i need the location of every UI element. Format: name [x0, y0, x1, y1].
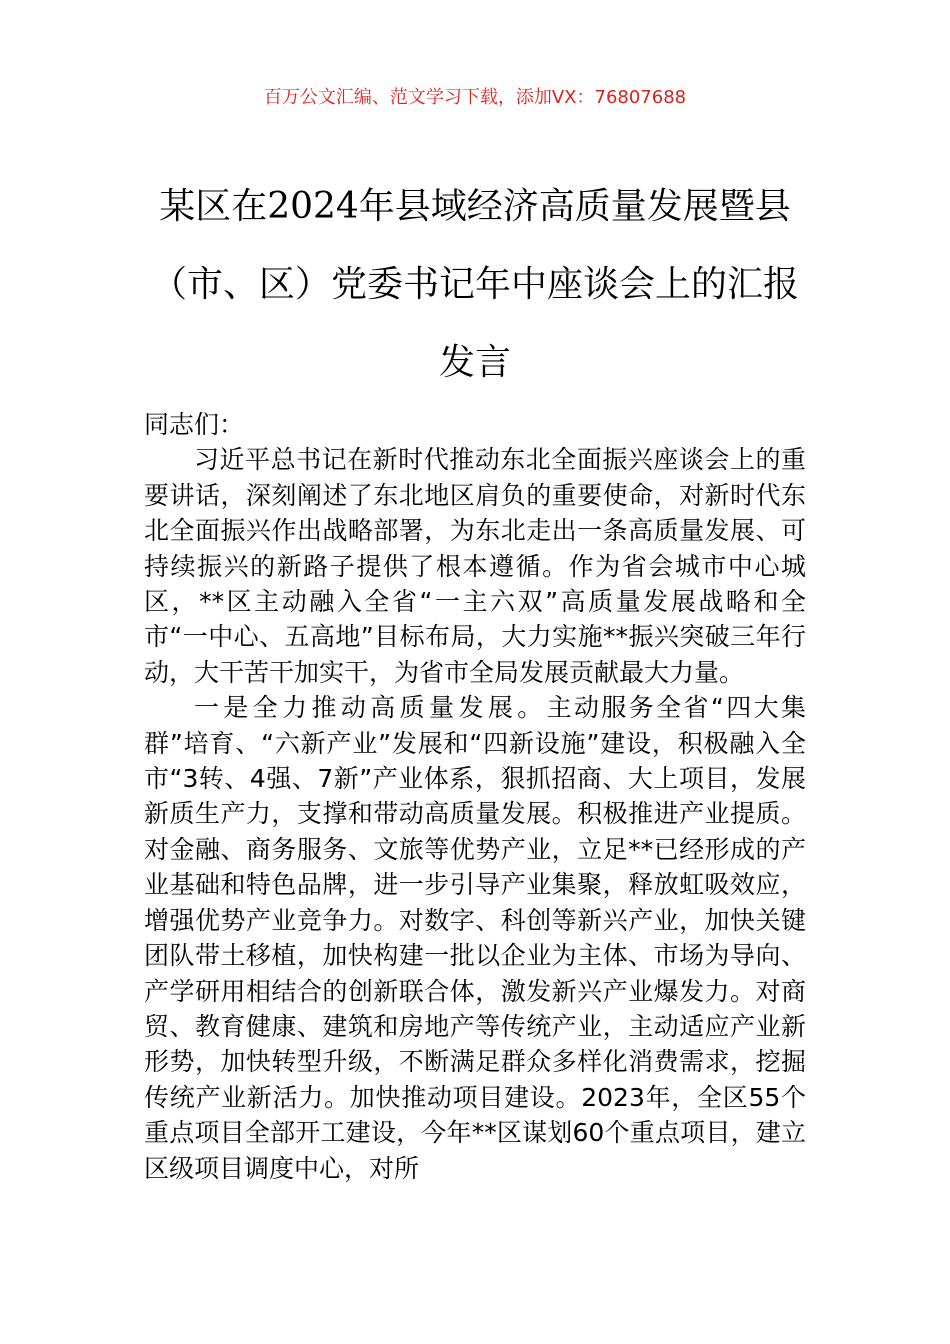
header-watermark-note: 百万公文汇编、范文学习下载，添加VX：76807688 [263, 87, 687, 108]
paragraph-2-lead: 一是全力推动高质量发展。 [194, 693, 547, 723]
paragraph-1: 习近平总书记在新时代推动东北全面振兴座谈会上的重要讲话，深刻阐述了东北地区肩负的重要使命，对新时代东北全面振兴作出战略部署，为东北走出一条高质量发展、可持续振兴的新路子提供了根本遵循。作为省会城市中心城区，**区主动融入全省“一主六双”高质量发展战略和全市“一中心、五高地”目标布局，大力实施**振兴突破三年行动，大干苦干加实干，为省市全局发展贡献最大力量。 [144, 445, 806, 687]
paragraph-2 [144, 690, 806, 1186]
document-body [144, 407, 806, 1186]
document-title: 某区在2024年县域经济高质量发展暨县（市、区）党委书记年中座谈会上的汇报发言 [150, 186, 799, 383]
paragraph-2-text: 主动服务全省“四大集群”培育、“六新产业”发展和“四新设施”建设，积极融入全市“3转、4强、7新”产业体系，狠抓招商、大上项目，发展新质生产力，支撑和带动高质量发展。积极推进产业提质。对金融、商务服务、文旅等优势产业，立足**已经形成的产业基础和特色品牌，进一步引导产业集聚，释放虹吸效应，增强优势产业竞争力。对数字、科创等新兴产业，加快关键团队带土移植，加快构建一批以企业为主体、市场为导向、产学研用相结合的创新联合体，激发新兴产业爆发力。对商贸、教育健康、建筑和房地产等传统产业，主动适应产业新形势，加快转型升级，不断满足群众多样化消费需求，挖掘传统产业新活力。加快推动项目建设。2023年，全区55个重点项目全部开工建设，今年**区谋划60个重点项目，建立区级项目调度中心，对所 [144, 693, 806, 1183]
salutation: 同志们： [144, 410, 245, 439]
